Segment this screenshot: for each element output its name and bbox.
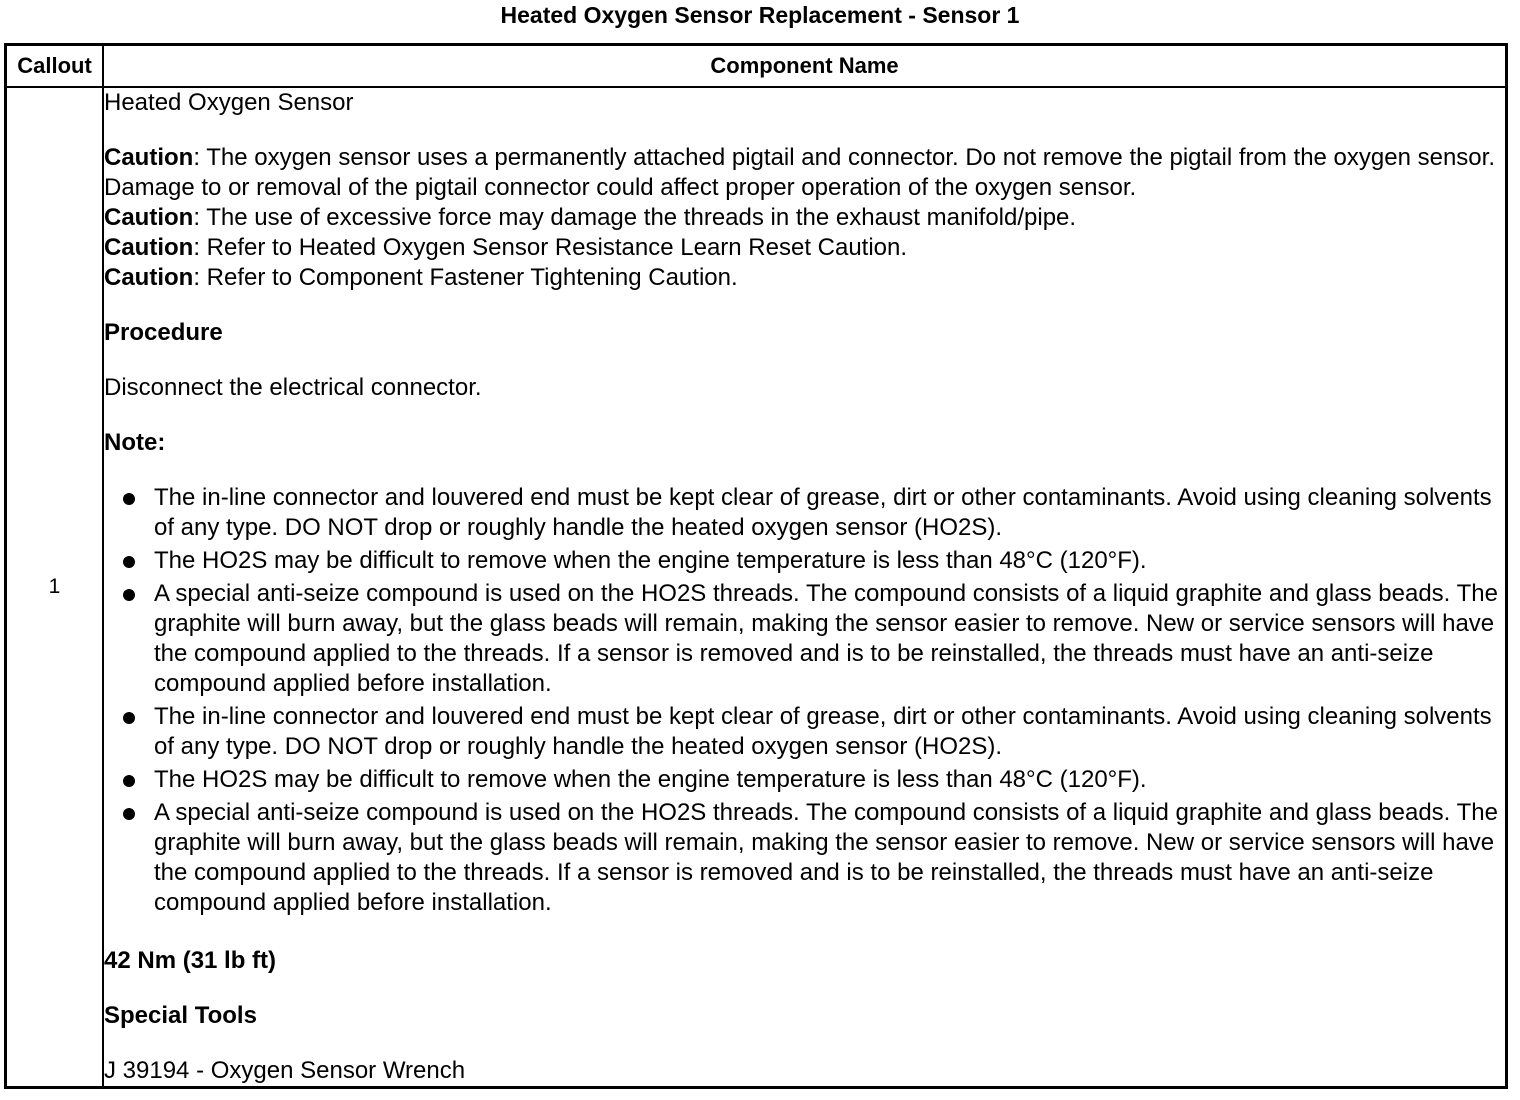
caution-label: Caution: [104, 264, 194, 291]
note-text: The in-line connector and louvered end must be kept clear of grease, dirt or other contaminants. Avoid using cleaning solvents of any type. DO NOT drop or roughly handle the heated oxygen sensor (HO2S).: [154, 703, 1492, 760]
note-text: The in-line connector and louvered end must be kept clear of grease, dirt or other contaminants. Avoid using cleaning solvents of any type. DO NOT drop or roughly handle the heated oxygen sensor (HO2S).: [154, 484, 1492, 541]
note-text: The HO2S may be difficult to remove when the engine temperature is less than 48°C (120°F).: [154, 766, 1147, 793]
table-header-row: [6, 45, 1507, 88]
bullet-icon: [123, 712, 135, 724]
note-text: The HO2S may be difficult to remove when the engine temperature is less than 48°C (120°F).: [154, 547, 1147, 574]
special-tools-heading: Special Tools: [104, 1002, 257, 1029]
torque-spec: 42 Nm (31 lb ft): [104, 947, 277, 974]
callout-table: [4, 43, 1508, 1089]
bullet-icon: [123, 808, 135, 820]
page-title: Heated Oxygen Sensor Replacement - Sensor 1: [500, 2, 1020, 28]
list-item: [104, 483, 1505, 543]
caution-line: [104, 143, 1505, 203]
header-callout: Callout: [6, 45, 104, 88]
caution-label: Caution: [104, 144, 194, 171]
note-list: [104, 483, 1505, 918]
list-item: [104, 546, 1505, 576]
callout-number: 1: [6, 87, 104, 1088]
note-text: A special anti-seize compound is used on the HO2S threads. The compound consists of a liquid graphite and glass beads. The graphite will burn away, but the glass beads will remain, making the sensor easier to remove. New or service sensors will have the compound applied to the threads. If a sensor is removed and is to be reinstalled, the threads must have an anti-seize compound applied before installation.: [154, 799, 1498, 916]
caution-text: : Refer to Heated Oxygen Sensor Resistance Learn Reset Caution.: [193, 234, 908, 261]
list-item: [104, 765, 1505, 795]
caution-text: : Refer to Component Fastener Tightening Caution.: [193, 264, 738, 291]
procedure-heading: Procedure: [104, 319, 223, 346]
list-item: [104, 798, 1505, 918]
bullet-icon: [123, 589, 135, 601]
note-heading: Note:: [104, 429, 166, 456]
caution-label: Caution: [104, 234, 194, 261]
table-row: [6, 87, 1507, 1088]
bullet-icon: [123, 556, 135, 568]
caution-line: [104, 263, 1505, 293]
header-component-name: Component Name: [103, 45, 1507, 88]
component-name: Heated Oxygen Sensor: [104, 89, 354, 116]
bullet-icon: [123, 493, 135, 505]
caution-line: [104, 233, 1505, 263]
list-item: [104, 579, 1505, 699]
special-tool: J 39194 - Oxygen Sensor Wrench: [104, 1057, 466, 1084]
procedure-step: Disconnect the electrical connector.: [104, 374, 482, 401]
caution-text: : The oxygen sensor uses a permanently attached pigtail and connector. Do not remove the pigtail from the oxygen sensor. Damage to or removal of the pigtail connector could affect proper operation of the oxygen sensor.: [104, 144, 1495, 201]
caution-line: [104, 203, 1505, 233]
list-item: [104, 702, 1505, 762]
component-details: [103, 87, 1507, 1088]
caution-label: Caution: [104, 204, 194, 231]
bullet-icon: [123, 775, 135, 787]
note-text: A special anti-seize compound is used on the HO2S threads. The compound consists of a liquid graphite and glass beads. The graphite will burn away, but the glass beads will remain, making the sensor easier to remove. New or service sensors will have the compound applied to the threads. If a sensor is removed and is to be reinstalled, the threads must have an anti-seize compound applied before installation.: [154, 580, 1498, 697]
caution-text: : The use of excessive force may damage the threads in the exhaust manifold/pipe.: [193, 204, 1077, 231]
